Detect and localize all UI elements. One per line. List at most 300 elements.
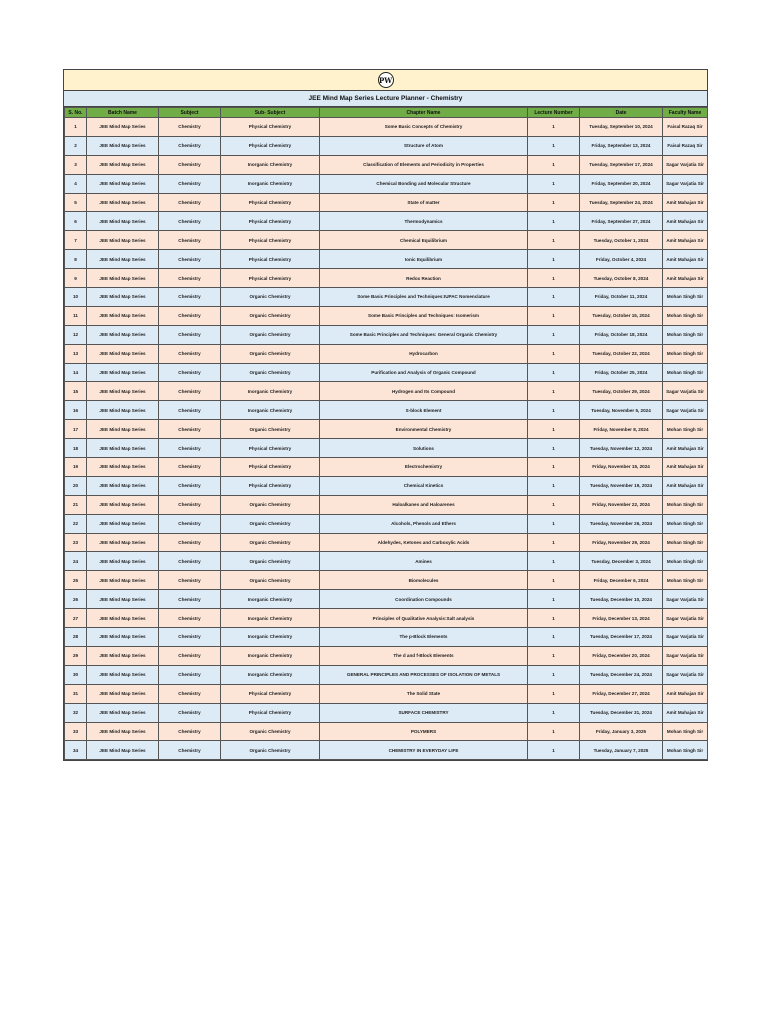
batch-name-cell: JEE Mind Map Series (87, 684, 159, 703)
faculty-name-cell: Amit Mahajan Sir (663, 250, 708, 269)
batch-name-cell: JEE Mind Map Series (87, 250, 159, 269)
table-row (65, 571, 708, 590)
batch-name-cell: JEE Mind Map Series (87, 665, 159, 684)
serial-number-cell: 33 (65, 722, 87, 741)
serial-number-cell: 27 (65, 609, 87, 628)
lecture-number-cell: 1 (528, 495, 580, 514)
lecture-number-cell: 1 (528, 703, 580, 722)
serial-number-cell: 5 (65, 193, 87, 212)
sub-subject-cell: Physical Chemistry (221, 136, 320, 155)
faculty-name-cell: Sagar Varjatia Sir (663, 628, 708, 647)
chapter-name-cell: Some Basic Principles and Techniques: General Organic Chemistry (320, 325, 528, 344)
faculty-name-cell: Amit Mahajan Sir (663, 193, 708, 212)
date-cell: Tuesday, January 7, 2025 (580, 741, 663, 760)
date-cell: Tuesday, November 19, 2024 (580, 476, 663, 495)
table-row (65, 458, 708, 477)
serial-number-cell: 30 (65, 665, 87, 684)
date-cell: Tuesday, December 3, 2024 (580, 552, 663, 571)
column-header: Chapter Name (320, 108, 528, 118)
faculty-name-cell: Mohan Singh Sir (663, 514, 708, 533)
subject-cell: Chemistry (159, 571, 221, 590)
batch-name-cell: JEE Mind Map Series (87, 590, 159, 609)
faculty-name-cell: Sagar Varjatia Sir (663, 646, 708, 665)
lecture-number-cell: 1 (528, 533, 580, 552)
column-header: Date (580, 108, 663, 118)
lecture-number-cell: 1 (528, 609, 580, 628)
serial-number-cell: 34 (65, 741, 87, 760)
table-row (65, 212, 708, 231)
lecture-number-cell: 1 (528, 306, 580, 325)
serial-number-cell: 11 (65, 306, 87, 325)
batch-name-cell: JEE Mind Map Series (87, 212, 159, 231)
table-row (65, 590, 708, 609)
subject-cell: Chemistry (159, 401, 221, 420)
table-row (65, 741, 708, 760)
sub-subject-cell: Physical Chemistry (221, 439, 320, 458)
lecture-number-cell: 1 (528, 193, 580, 212)
subject-cell: Chemistry (159, 325, 221, 344)
sub-subject-cell: Inorganic Chemistry (221, 382, 320, 401)
serial-number-cell: 9 (65, 269, 87, 288)
batch-name-cell: JEE Mind Map Series (87, 344, 159, 363)
sub-subject-cell: Inorganic Chemistry (221, 646, 320, 665)
date-cell: Tuesday, November 5, 2024 (580, 401, 663, 420)
sub-subject-cell: Inorganic Chemistry (221, 590, 320, 609)
subject-cell: Chemistry (159, 741, 221, 760)
chapter-name-cell: Some Basic Principles and Techniques: Isomerism (320, 306, 528, 325)
chapter-name-cell: Some Basic Concepts of Chemistry (320, 118, 528, 137)
sub-subject-cell: Organic Chemistry (221, 722, 320, 741)
chapter-name-cell: Coordination Compounds (320, 590, 528, 609)
batch-name-cell: JEE Mind Map Series (87, 609, 159, 628)
subject-cell: Chemistry (159, 212, 221, 231)
sub-subject-cell: Inorganic Chemistry (221, 401, 320, 420)
batch-name-cell: JEE Mind Map Series (87, 288, 159, 307)
subject-cell: Chemistry (159, 665, 221, 684)
lecture-number-cell: 1 (528, 646, 580, 665)
faculty-name-cell: Mohan Singh Sir (663, 552, 708, 571)
sub-subject-cell: Physical Chemistry (221, 269, 320, 288)
serial-number-cell: 2 (65, 136, 87, 155)
faculty-name-cell: Mohan Singh Sir (663, 722, 708, 741)
table-row (65, 628, 708, 647)
subject-cell: Chemistry (159, 646, 221, 665)
table-row (65, 420, 708, 439)
table-row (65, 514, 708, 533)
subject-cell: Chemistry (159, 193, 221, 212)
subject-cell: Chemistry (159, 344, 221, 363)
lecture-number-cell: 1 (528, 363, 580, 382)
table-row (65, 684, 708, 703)
date-cell: Tuesday, October 29, 2024 (580, 382, 663, 401)
date-cell: Friday, October 18, 2024 (580, 325, 663, 344)
batch-name-cell: JEE Mind Map Series (87, 325, 159, 344)
serial-number-cell: 29 (65, 646, 87, 665)
batch-name-cell: JEE Mind Map Series (87, 741, 159, 760)
date-cell: Friday, November 29, 2024 (580, 533, 663, 552)
table-row (65, 552, 708, 571)
date-cell: Tuesday, October 1, 2024 (580, 231, 663, 250)
date-cell: Tuesday, September 17, 2024 (580, 155, 663, 174)
faculty-name-cell: Amit Mahajan Sir (663, 269, 708, 288)
subject-cell: Chemistry (159, 118, 221, 137)
table-row (65, 722, 708, 741)
chapter-name-cell: Ionic Equilibrium (320, 250, 528, 269)
pw-logo-icon: PW (378, 72, 394, 88)
subject-cell: Chemistry (159, 628, 221, 647)
sub-subject-cell: Organic Chemistry (221, 514, 320, 533)
sub-subject-cell: Organic Chemistry (221, 495, 320, 514)
date-cell: Friday, December 6, 2024 (580, 571, 663, 590)
batch-name-cell: JEE Mind Map Series (87, 571, 159, 590)
serial-number-cell: 17 (65, 420, 87, 439)
chapter-name-cell: Chemical Kinetics (320, 476, 528, 495)
subject-cell: Chemistry (159, 288, 221, 307)
lecture-number-cell: 1 (528, 590, 580, 609)
chapter-name-cell: Chemical Equilibrium (320, 231, 528, 250)
table-row (65, 118, 708, 137)
lecture-planner-sheet (63, 69, 708, 761)
chapter-name-cell: SURFACE CHEMISTRY (320, 703, 528, 722)
faculty-name-cell: Faisal Razaq Sir (663, 118, 708, 137)
lecture-number-cell: 1 (528, 212, 580, 231)
serial-number-cell: 19 (65, 458, 87, 477)
date-cell: Tuesday, December 24, 2024 (580, 665, 663, 684)
lecture-number-cell: 1 (528, 136, 580, 155)
faculty-name-cell: Faisal Razaq Sir (663, 136, 708, 155)
chapter-name-cell: State of matter (320, 193, 528, 212)
table-row (65, 703, 708, 722)
sub-subject-cell: Organic Chemistry (221, 288, 320, 307)
subject-cell: Chemistry (159, 382, 221, 401)
serial-number-cell: 25 (65, 571, 87, 590)
logo-row (64, 70, 707, 91)
table-row (65, 269, 708, 288)
sheet-title: JEE Mind Map Series Lecture Planner - Chemistry (64, 91, 707, 107)
serial-number-cell: 23 (65, 533, 87, 552)
serial-number-cell: 6 (65, 212, 87, 231)
date-cell: Tuesday, December 31, 2024 (580, 703, 663, 722)
subject-cell: Chemistry (159, 155, 221, 174)
table-row (65, 174, 708, 193)
table-row (65, 439, 708, 458)
batch-name-cell: JEE Mind Map Series (87, 458, 159, 477)
date-cell: Friday, October 11, 2024 (580, 288, 663, 307)
batch-name-cell: JEE Mind Map Series (87, 476, 159, 495)
serial-number-cell: 24 (65, 552, 87, 571)
lecture-number-cell: 1 (528, 628, 580, 647)
sub-subject-cell: Inorganic Chemistry (221, 155, 320, 174)
subject-cell: Chemistry (159, 458, 221, 477)
sub-subject-cell: Physical Chemistry (221, 703, 320, 722)
chapter-name-cell: Structure of Atom (320, 136, 528, 155)
date-cell: Friday, October 4, 2024 (580, 250, 663, 269)
date-cell: Tuesday, October 15, 2024 (580, 306, 663, 325)
faculty-name-cell: Sagar Varjatia Sir (663, 665, 708, 684)
chapter-name-cell: The d and f-Block Elements (320, 646, 528, 665)
serial-number-cell: 21 (65, 495, 87, 514)
chapter-name-cell: Electrochemistry (320, 458, 528, 477)
chapter-name-cell: The Solid State (320, 684, 528, 703)
sub-subject-cell: Physical Chemistry (221, 193, 320, 212)
faculty-name-cell: Mohan Singh Sir (663, 495, 708, 514)
lecture-number-cell: 1 (528, 439, 580, 458)
serial-number-cell: 14 (65, 363, 87, 382)
serial-number-cell: 4 (65, 174, 87, 193)
faculty-name-cell: Amit Mahajan Sir (663, 703, 708, 722)
date-cell: Friday, September 13, 2024 (580, 136, 663, 155)
faculty-name-cell: Mohan Singh Sir (663, 533, 708, 552)
column-header: Faculty Name (663, 108, 708, 118)
date-cell: Friday, November 8, 2024 (580, 420, 663, 439)
column-header: S. No. (65, 108, 87, 118)
lecture-number-cell: 1 (528, 250, 580, 269)
date-cell: Tuesday, September 10, 2024 (580, 118, 663, 137)
table-row (65, 306, 708, 325)
subject-cell: Chemistry (159, 590, 221, 609)
table-row (65, 533, 708, 552)
date-cell: Tuesday, November 12, 2024 (580, 439, 663, 458)
faculty-name-cell: Amit Mahajan Sir (663, 439, 708, 458)
subject-cell: Chemistry (159, 495, 221, 514)
date-cell: Tuesday, December 17, 2024 (580, 628, 663, 647)
table-row (65, 363, 708, 382)
batch-name-cell: JEE Mind Map Series (87, 231, 159, 250)
batch-name-cell: JEE Mind Map Series (87, 439, 159, 458)
chapter-name-cell: Redox Reaction (320, 269, 528, 288)
serial-number-cell: 8 (65, 250, 87, 269)
lecture-number-cell: 1 (528, 571, 580, 590)
subject-cell: Chemistry (159, 136, 221, 155)
chapter-name-cell: POLYMERS (320, 722, 528, 741)
table-row (65, 136, 708, 155)
column-header: Sub- Subject (221, 108, 320, 118)
lecture-table (64, 107, 708, 760)
batch-name-cell: JEE Mind Map Series (87, 382, 159, 401)
serial-number-cell: 1 (65, 118, 87, 137)
date-cell: Friday, December 13, 2024 (580, 609, 663, 628)
serial-number-cell: 18 (65, 439, 87, 458)
batch-name-cell: JEE Mind Map Series (87, 306, 159, 325)
table-row (65, 250, 708, 269)
faculty-name-cell: Mohan Singh Sir (663, 363, 708, 382)
lecture-number-cell: 1 (528, 231, 580, 250)
subject-cell: Chemistry (159, 174, 221, 193)
subject-cell: Chemistry (159, 306, 221, 325)
subject-cell: Chemistry (159, 439, 221, 458)
date-cell: Friday, December 27, 2024 (580, 684, 663, 703)
table-row (65, 401, 708, 420)
serial-number-cell: 7 (65, 231, 87, 250)
batch-name-cell: JEE Mind Map Series (87, 420, 159, 439)
sub-subject-cell: Organic Chemistry (221, 741, 320, 760)
date-cell: Friday, December 20, 2024 (580, 646, 663, 665)
date-cell: Friday, November 15, 2024 (580, 458, 663, 477)
lecture-number-cell: 1 (528, 401, 580, 420)
batch-name-cell: JEE Mind Map Series (87, 514, 159, 533)
serial-number-cell: 26 (65, 590, 87, 609)
batch-name-cell: JEE Mind Map Series (87, 703, 159, 722)
serial-number-cell: 32 (65, 703, 87, 722)
lecture-number-cell: 1 (528, 458, 580, 477)
batch-name-cell: JEE Mind Map Series (87, 193, 159, 212)
chapter-name-cell: Hydrocarbon (320, 344, 528, 363)
date-cell: Tuesday, September 24, 2024 (580, 193, 663, 212)
faculty-name-cell: Amit Mahajan Sir (663, 212, 708, 231)
chapter-name-cell: Alcohols, Phenols and Ethers (320, 514, 528, 533)
faculty-name-cell: Mohan Singh Sir (663, 288, 708, 307)
table-row (65, 344, 708, 363)
faculty-name-cell: Amit Mahajan Sir (663, 476, 708, 495)
sub-subject-cell: Inorganic Chemistry (221, 174, 320, 193)
faculty-name-cell: Amit Mahajan Sir (663, 458, 708, 477)
sub-subject-cell: Organic Chemistry (221, 363, 320, 382)
lecture-number-cell: 1 (528, 741, 580, 760)
batch-name-cell: JEE Mind Map Series (87, 136, 159, 155)
chapter-name-cell: Principles of Qualitative Analysis:Salt analysis (320, 609, 528, 628)
chapter-name-cell: Thermodynamics (320, 212, 528, 231)
date-cell: Friday, November 22, 2024 (580, 495, 663, 514)
date-cell: Friday, September 27, 2024 (580, 212, 663, 231)
table-row (65, 665, 708, 684)
subject-cell: Chemistry (159, 231, 221, 250)
subject-cell: Chemistry (159, 722, 221, 741)
subject-cell: Chemistry (159, 420, 221, 439)
subject-cell: Chemistry (159, 703, 221, 722)
serial-number-cell: 20 (65, 476, 87, 495)
batch-name-cell: JEE Mind Map Series (87, 495, 159, 514)
lecture-number-cell: 1 (528, 344, 580, 363)
lecture-number-cell: 1 (528, 665, 580, 684)
date-cell: Tuesday, October 8, 2024 (580, 269, 663, 288)
sub-subject-cell: Organic Chemistry (221, 533, 320, 552)
table-row (65, 609, 708, 628)
faculty-name-cell: Mohan Singh Sir (663, 571, 708, 590)
chapter-name-cell: Hydrogen and Its Compound (320, 382, 528, 401)
lecture-number-cell: 1 (528, 174, 580, 193)
chapter-name-cell: Environmental Chemistry (320, 420, 528, 439)
faculty-name-cell: Amit Mahajan Sir (663, 684, 708, 703)
sub-subject-cell: Physical Chemistry (221, 476, 320, 495)
serial-number-cell: 12 (65, 325, 87, 344)
lecture-number-cell: 1 (528, 552, 580, 571)
sub-subject-cell: Physical Chemistry (221, 118, 320, 137)
faculty-name-cell: Mohan Singh Sir (663, 420, 708, 439)
faculty-name-cell: Mohan Singh Sir (663, 344, 708, 363)
sub-subject-cell: Organic Chemistry (221, 420, 320, 439)
batch-name-cell: JEE Mind Map Series (87, 628, 159, 647)
chapter-name-cell: GENERAL PRINCIPLES AND PROCESSES OF ISOLATION OF METALS (320, 665, 528, 684)
subject-cell: Chemistry (159, 609, 221, 628)
table-row (65, 325, 708, 344)
date-cell: Friday, September 20, 2024 (580, 174, 663, 193)
serial-number-cell: 15 (65, 382, 87, 401)
chapter-name-cell: Solutions (320, 439, 528, 458)
serial-number-cell: 13 (65, 344, 87, 363)
chapter-name-cell: Classification of Elements and Periodicity in Properties (320, 155, 528, 174)
subject-cell: Chemistry (159, 552, 221, 571)
sub-subject-cell: Physical Chemistry (221, 458, 320, 477)
lecture-number-cell: 1 (528, 684, 580, 703)
lecture-number-cell: 1 (528, 514, 580, 533)
lecture-number-cell: 1 (528, 325, 580, 344)
chapter-name-cell: Some Basic Principles and Techniques:IUPAC Nomenclature (320, 288, 528, 307)
column-header: Lecture Number (528, 108, 580, 118)
serial-number-cell: 3 (65, 155, 87, 174)
table-row (65, 155, 708, 174)
subject-cell: Chemistry (159, 476, 221, 495)
faculty-name-cell: Sagar Varjatia Sir (663, 382, 708, 401)
faculty-name-cell: Sagar Varjatia Sir (663, 401, 708, 420)
chapter-name-cell: Biomolecules (320, 571, 528, 590)
sub-subject-cell: Organic Chemistry (221, 344, 320, 363)
column-header: Batch Name (87, 108, 159, 118)
serial-number-cell: 31 (65, 684, 87, 703)
faculty-name-cell: Sagar Varjatia Sir (663, 590, 708, 609)
subject-cell: Chemistry (159, 514, 221, 533)
sub-subject-cell: Organic Chemistry (221, 552, 320, 571)
faculty-name-cell: Mohan Singh Sir (663, 306, 708, 325)
chapter-name-cell: Haloalkanes and Haloarenes (320, 495, 528, 514)
serial-number-cell: 28 (65, 628, 87, 647)
lecture-number-cell: 1 (528, 269, 580, 288)
sub-subject-cell: Organic Chemistry (221, 571, 320, 590)
date-cell: Friday, October 25, 2024 (580, 363, 663, 382)
serial-number-cell: 16 (65, 401, 87, 420)
faculty-name-cell: Sagar Varjatia Sir (663, 174, 708, 193)
sub-subject-cell: Physical Chemistry (221, 250, 320, 269)
table-header-row (65, 108, 708, 118)
date-cell: Tuesday, October 22, 2024 (580, 344, 663, 363)
subject-cell: Chemistry (159, 363, 221, 382)
subject-cell: Chemistry (159, 269, 221, 288)
sub-subject-cell: Inorganic Chemistry (221, 609, 320, 628)
batch-name-cell: JEE Mind Map Series (87, 533, 159, 552)
lecture-number-cell: 1 (528, 118, 580, 137)
batch-name-cell: JEE Mind Map Series (87, 174, 159, 193)
table-row (65, 646, 708, 665)
faculty-name-cell: Mohan Singh Sir (663, 741, 708, 760)
date-cell: Tuesday, November 26, 2024 (580, 514, 663, 533)
faculty-name-cell: Mohan Singh Sir (663, 325, 708, 344)
batch-name-cell: JEE Mind Map Series (87, 363, 159, 382)
column-header: Subject (159, 108, 221, 118)
chapter-name-cell: CHEMISTRY IN EVERYDAY LIFE (320, 741, 528, 760)
faculty-name-cell: Amit Mahajan Sir (663, 231, 708, 250)
batch-name-cell: JEE Mind Map Series (87, 155, 159, 174)
batch-name-cell: JEE Mind Map Series (87, 401, 159, 420)
table-body (65, 118, 708, 760)
chapter-name-cell: Chemical Bonding and Molecular Structure (320, 174, 528, 193)
lecture-number-cell: 1 (528, 476, 580, 495)
batch-name-cell: JEE Mind Map Series (87, 269, 159, 288)
sub-subject-cell: Physical Chemistry (221, 684, 320, 703)
faculty-name-cell: Sagar Varjatia Sir (663, 609, 708, 628)
chapter-name-cell: Purification and Analysis of Organic Compound (320, 363, 528, 382)
sub-subject-cell: Organic Chemistry (221, 325, 320, 344)
lecture-number-cell: 1 (528, 288, 580, 307)
table-row (65, 495, 708, 514)
lecture-number-cell: 1 (528, 722, 580, 741)
sub-subject-cell: Inorganic Chemistry (221, 665, 320, 684)
batch-name-cell: JEE Mind Map Series (87, 118, 159, 137)
chapter-name-cell: Amines (320, 552, 528, 571)
serial-number-cell: 10 (65, 288, 87, 307)
date-cell: Tuesday, December 10, 2024 (580, 590, 663, 609)
sub-subject-cell: Physical Chemistry (221, 231, 320, 250)
batch-name-cell: JEE Mind Map Series (87, 552, 159, 571)
lecture-number-cell: 1 (528, 155, 580, 174)
